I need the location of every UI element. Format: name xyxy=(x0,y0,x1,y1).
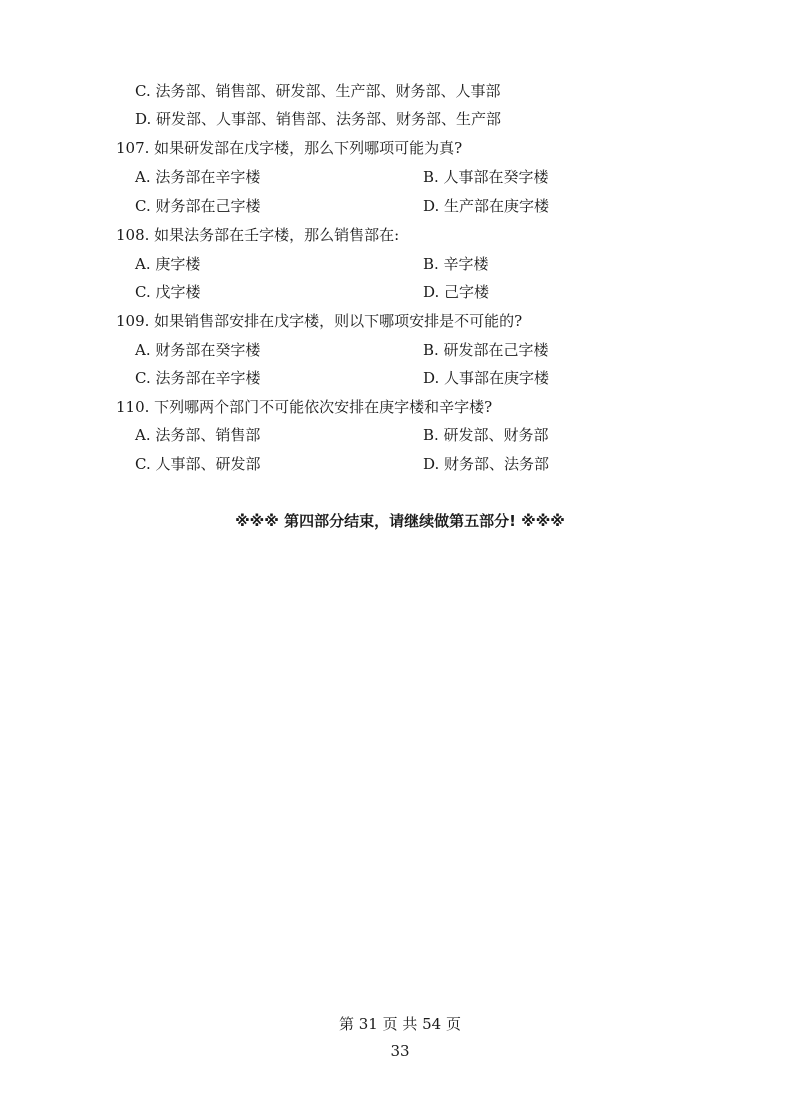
page-count-label: 第 31 页 共 54 页 xyxy=(338,1015,461,1033)
question-108-stem: 108. 如果法务部在壬字楼，那么销售部在: xyxy=(116,226,400,244)
question-109-option-a: A. 财务部在癸字楼 xyxy=(135,341,261,359)
question-109-stem: 109. 如果销售部安排在戊字楼，则以下哪项安排是不可能的? xyxy=(116,312,523,330)
question-108-option-b: B. 辛字楼 xyxy=(423,255,489,273)
question-107-option-a: A. 法务部在辛字楼 xyxy=(135,168,261,186)
question-110-option-c: C. 人事部、研发部 xyxy=(135,455,261,473)
option-c-carryover: C. 法务部、销售部、研发部、生产部、财务部、人事部 xyxy=(135,82,501,100)
page-number: 33 xyxy=(390,1042,410,1060)
question-110-option-b: B. 研发部、财务部 xyxy=(423,426,549,444)
question-107-option-c: C. 财务部在己字楼 xyxy=(135,197,261,215)
question-110-option-d: D. 财务部、法务部 xyxy=(423,455,550,473)
question-110-stem: 110. 下列哪两个部门不可能依次安排在庚字楼和辛字楼? xyxy=(116,398,493,416)
question-109-option-d: D. 人事部在庚字楼 xyxy=(423,369,550,387)
question-108-option-d: D. 己字楼 xyxy=(423,283,490,301)
option-d-carryover: D. 研发部、人事部、销售部、法务部、财务部、生产部 xyxy=(135,110,502,128)
question-107-option-d: D. 生产部在庚字楼 xyxy=(423,197,550,215)
question-107-option-b: B. 人事部在癸字楼 xyxy=(423,168,549,186)
question-109-option-c: C. 法务部在辛字楼 xyxy=(135,369,261,387)
question-110-option-a: A. 法务部、销售部 xyxy=(135,426,261,444)
section-end-banner: ※※※ 第四部分结束，请继续做第五部分! ※※※ xyxy=(235,512,565,530)
question-108-option-a: A. 庚字楼 xyxy=(135,255,201,273)
question-109-option-b: B. 研发部在己字楼 xyxy=(423,341,549,359)
question-107-stem: 107. 如果研发部在戊字楼，那么下列哪项可能为真? xyxy=(116,139,463,157)
question-108-option-c: C. 戊字楼 xyxy=(135,283,201,301)
